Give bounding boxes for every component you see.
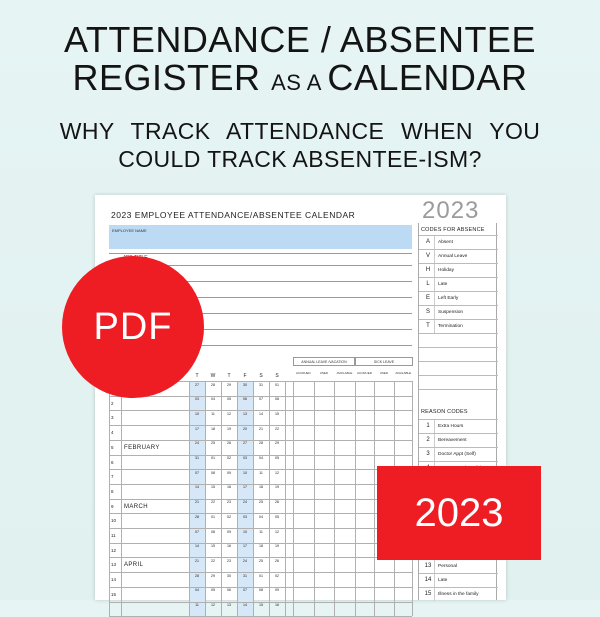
day-cell: 09 bbox=[275, 588, 279, 593]
day-cell: 06 bbox=[227, 588, 231, 593]
absence-code-row bbox=[419, 277, 498, 291]
grid-line bbox=[221, 381, 222, 616]
day-cell: 23 bbox=[227, 500, 231, 505]
day-header: T bbox=[195, 373, 199, 379]
day-cell: 04 bbox=[195, 588, 199, 593]
divider bbox=[434, 420, 435, 433]
reason-code-number: 3 bbox=[426, 451, 430, 457]
day-cell: 10 bbox=[243, 529, 247, 534]
grid-line bbox=[374, 381, 375, 616]
leave-column-header: ACCRUED bbox=[295, 371, 311, 375]
day-cell: 14 bbox=[195, 485, 199, 490]
day-header: W bbox=[210, 373, 216, 379]
employee-name-label: EMPLOYEE NAME bbox=[112, 228, 147, 233]
day-cell: 13 bbox=[243, 411, 247, 416]
day-cell: 28 bbox=[195, 573, 199, 578]
reason-code-text: Late bbox=[438, 578, 448, 583]
day-cell: 07 bbox=[195, 529, 199, 534]
reason-code-text: Personal bbox=[438, 564, 457, 569]
day-cell: 21 bbox=[195, 500, 199, 505]
absence-code-row bbox=[419, 263, 498, 277]
day-cell: 24 bbox=[243, 558, 247, 563]
reason-code-number: 2 bbox=[426, 437, 430, 443]
absence-code-text: Left Early bbox=[438, 296, 459, 301]
day-cell: 14 bbox=[195, 544, 199, 549]
day-cell: 09 bbox=[227, 470, 231, 475]
blank-code-row bbox=[419, 361, 498, 375]
absence-code-letter: H bbox=[425, 267, 431, 273]
day-cell: 29 bbox=[275, 441, 279, 446]
day-cell: 08 bbox=[275, 397, 279, 402]
day-cell: 18 bbox=[259, 485, 263, 490]
week-number: 5 bbox=[111, 444, 114, 450]
month-label: FEBRUARY bbox=[124, 444, 160, 451]
headline-register: REGISTER bbox=[72, 57, 272, 98]
grid-line bbox=[334, 381, 335, 616]
day-cell: 07 bbox=[195, 470, 199, 475]
day-cell: 26 bbox=[275, 500, 279, 505]
day-header: F bbox=[243, 373, 247, 379]
divider bbox=[434, 560, 435, 573]
day-cell: 06 bbox=[243, 397, 247, 402]
day-cell: 31 bbox=[243, 573, 247, 578]
day-cell: 11 bbox=[195, 603, 199, 607]
day-cell: 02 bbox=[227, 456, 231, 460]
week-number: 4 bbox=[111, 430, 114, 436]
sick-leave-header: SICK LEAVE bbox=[355, 357, 413, 366]
day-cell: 27 bbox=[195, 382, 199, 387]
day-cell: 04 bbox=[211, 397, 215, 402]
day-cell: 11 bbox=[259, 470, 263, 475]
day-cell: 11 bbox=[259, 529, 263, 534]
absence-code-row bbox=[419, 305, 498, 319]
day-cell: 17 bbox=[195, 426, 199, 431]
week-number: 7 bbox=[111, 474, 114, 480]
absence-code-letter: A bbox=[425, 239, 430, 245]
day-cell: 30 bbox=[243, 382, 247, 387]
day-cell: 04 bbox=[259, 514, 263, 519]
day-cell: 13 bbox=[227, 603, 231, 607]
divider bbox=[434, 320, 435, 333]
grid-line bbox=[253, 381, 254, 616]
day-cell: 21 bbox=[195, 558, 199, 563]
leave-column-headers bbox=[293, 371, 413, 379]
absence-code-text: Late bbox=[438, 282, 448, 287]
year-badge: 2023 bbox=[377, 466, 541, 560]
absence-code-text: Suspension bbox=[438, 310, 464, 315]
annual-leave-header: ANNUAL LEAVE /VACATION bbox=[293, 357, 355, 366]
day-cell: 03 bbox=[195, 397, 199, 402]
day-cell: 23 bbox=[227, 558, 231, 563]
grid-line bbox=[269, 381, 270, 616]
day-cell: 27 bbox=[243, 441, 247, 446]
divider bbox=[434, 278, 435, 291]
day-cell: 31 bbox=[259, 382, 263, 387]
day-cell: 09 bbox=[227, 529, 231, 534]
month-label: APRIL bbox=[124, 562, 144, 569]
reason-code-row bbox=[419, 433, 498, 447]
day-cell: 28 bbox=[211, 382, 215, 387]
day-cell: 16 bbox=[227, 544, 231, 549]
day-cell: 22 bbox=[275, 426, 279, 431]
day-cell: 29 bbox=[227, 382, 231, 387]
day-cell: 21 bbox=[259, 426, 263, 431]
leave-column-header: USED bbox=[319, 371, 329, 375]
absence-code-text: Termination bbox=[438, 324, 463, 329]
divider bbox=[434, 250, 435, 263]
day-cell: 08 bbox=[211, 470, 215, 475]
divider bbox=[434, 264, 435, 277]
week-number: 13 bbox=[111, 562, 117, 568]
day-cell: 19 bbox=[275, 544, 279, 549]
week-number: 9 bbox=[111, 503, 114, 509]
grid-line bbox=[109, 381, 110, 616]
day-cell: 14 bbox=[243, 603, 247, 607]
week-number: 10 bbox=[111, 518, 117, 524]
leave-column-header: AVAILABLE bbox=[395, 371, 412, 375]
absence-code-row bbox=[419, 319, 498, 333]
divider bbox=[434, 574, 435, 587]
day-header: S bbox=[275, 373, 279, 379]
reason-code-row bbox=[419, 419, 498, 433]
day-header: S bbox=[259, 373, 263, 379]
grid-line bbox=[237, 381, 238, 616]
divider bbox=[434, 434, 435, 447]
grid-line bbox=[205, 381, 206, 616]
absence-code-text: Absent bbox=[438, 240, 453, 245]
headline-line-1: ATTENDANCE / ABSENTEE bbox=[64, 19, 536, 60]
day-cell: 28 bbox=[259, 441, 263, 446]
day-cell: 02 bbox=[227, 514, 231, 519]
day-header: T bbox=[227, 373, 231, 379]
day-cell: 01 bbox=[211, 456, 215, 460]
month-label: MARCH bbox=[124, 503, 148, 510]
day-cell: 26 bbox=[275, 558, 279, 563]
divider bbox=[434, 588, 435, 601]
day-cell: 03 bbox=[243, 456, 247, 460]
day-cell: 26 bbox=[227, 441, 231, 446]
reason-code-number: 15 bbox=[424, 591, 432, 597]
grid-line bbox=[314, 381, 315, 616]
sheet-year: 2023 bbox=[422, 197, 480, 224]
reason-code-text: Extra Hours bbox=[438, 424, 464, 429]
day-cell: 22 bbox=[211, 500, 215, 505]
absence-code-row bbox=[419, 291, 498, 305]
week-number: 14 bbox=[111, 577, 117, 583]
day-cell: 17 bbox=[243, 544, 247, 549]
day-cell: 04 bbox=[259, 456, 263, 460]
day-cell: 08 bbox=[211, 529, 215, 534]
grid-line bbox=[121, 381, 122, 616]
reason-code-row bbox=[419, 559, 498, 573]
day-cell: 12 bbox=[275, 470, 279, 475]
divider bbox=[434, 306, 435, 319]
day-cell: 18 bbox=[211, 426, 215, 431]
day-cell: 08 bbox=[259, 588, 263, 593]
day-cell: 24 bbox=[195, 441, 199, 446]
week-number: 2 bbox=[111, 400, 114, 406]
day-cell: 12 bbox=[275, 529, 279, 534]
day-cell: 15 bbox=[259, 603, 263, 607]
grid-line bbox=[285, 381, 286, 616]
pdf-badge: PDF bbox=[62, 256, 204, 398]
day-cell: 16 bbox=[227, 485, 231, 490]
absence-code-text: Holiday bbox=[438, 268, 454, 273]
headline-calendar: CALENDAR bbox=[327, 57, 528, 98]
day-cell: 31 bbox=[195, 456, 199, 460]
day-cell: 05 bbox=[275, 456, 279, 460]
day-cell: 03 bbox=[243, 514, 247, 519]
week-number: 11 bbox=[111, 533, 116, 538]
day-cell: 28 bbox=[195, 514, 199, 519]
absence-code-letter: E bbox=[425, 295, 430, 301]
reason-code-number: 1 bbox=[426, 423, 430, 429]
day-cell: 20 bbox=[243, 426, 247, 431]
day-cell: 18 bbox=[259, 544, 263, 549]
week-number: 8 bbox=[111, 488, 114, 494]
reason-codes-heading: REASON CODES bbox=[421, 409, 468, 415]
day-cell: 05 bbox=[227, 397, 231, 402]
day-cell: 11 bbox=[211, 411, 215, 416]
day-cell: 01 bbox=[259, 573, 263, 578]
blank-code-row bbox=[419, 389, 498, 403]
day-cell: 25 bbox=[259, 500, 263, 505]
reason-code-row bbox=[419, 573, 498, 587]
subheadline-line-2: COULD TRACK ABSENTEE-ISM? bbox=[118, 146, 482, 172]
headline-as-a: AS A bbox=[271, 70, 328, 95]
blank-code-row bbox=[419, 347, 498, 361]
reason-code-row bbox=[419, 447, 498, 461]
day-cell: 16 bbox=[275, 603, 279, 607]
week-number: 12 bbox=[111, 547, 117, 553]
employee-name-field[interactable] bbox=[109, 225, 412, 249]
divider bbox=[434, 448, 435, 461]
day-cell: 30 bbox=[227, 573, 231, 578]
day-cell: 15 bbox=[211, 485, 215, 490]
day-cell: 07 bbox=[243, 588, 247, 593]
grid-line bbox=[355, 381, 356, 616]
absence-code-text: Annual Leave bbox=[438, 254, 468, 259]
grid-line bbox=[293, 381, 294, 616]
day-cell: 10 bbox=[243, 470, 247, 475]
absence-code-row bbox=[419, 235, 498, 249]
day-cell: 12 bbox=[227, 411, 231, 416]
blank-code-row bbox=[419, 333, 498, 347]
day-cell: 02 bbox=[275, 573, 279, 578]
day-cell: 24 bbox=[243, 500, 247, 505]
leave-column-header: AVAILABLE bbox=[336, 371, 353, 375]
leave-column-header: ACCRUED bbox=[357, 371, 372, 375]
absence-code-letter: T bbox=[426, 323, 430, 329]
absence-code-letter: S bbox=[425, 309, 430, 315]
day-cell: 07 bbox=[259, 397, 263, 402]
day-cell: 25 bbox=[211, 441, 215, 446]
subheadline-line-1: WHY TRACK ATTENDANCE WHEN YOU bbox=[59, 118, 541, 144]
day-cell: 22 bbox=[211, 558, 215, 563]
reason-code-text: Doctor Appt (Self) bbox=[438, 452, 476, 457]
absence-code-letter: V bbox=[425, 253, 430, 259]
day-cell: 17 bbox=[243, 485, 247, 490]
day-cell: 19 bbox=[227, 426, 231, 431]
grid-line bbox=[189, 381, 190, 616]
blank-code-row bbox=[419, 375, 498, 389]
day-cell: 05 bbox=[275, 514, 279, 519]
day-cell: 19 bbox=[275, 485, 279, 490]
day-cell: 01 bbox=[275, 382, 279, 387]
headline-line-2 bbox=[0, 57, 600, 98]
divider bbox=[109, 253, 412, 254]
reason-code-number: 14 bbox=[424, 577, 432, 583]
day-cell: 15 bbox=[275, 411, 279, 416]
absence-code-row bbox=[419, 249, 498, 263]
day-cell: 12 bbox=[211, 603, 215, 607]
reason-code-text: Illness in the family bbox=[438, 592, 479, 597]
codes-heading: CODES FOR ABSENCE bbox=[421, 227, 485, 233]
week-number: 6 bbox=[111, 459, 114, 465]
day-cell: 14 bbox=[259, 411, 263, 416]
day-cell: 10 bbox=[195, 411, 199, 416]
divider bbox=[434, 292, 435, 305]
week-number: 15 bbox=[111, 591, 117, 597]
day-cell: 29 bbox=[211, 573, 215, 578]
divider bbox=[434, 236, 435, 249]
absence-code-letter: L bbox=[426, 281, 430, 287]
day-cell: 25 bbox=[259, 558, 263, 563]
day-cell: 15 bbox=[211, 544, 215, 549]
week-number: 3 bbox=[111, 415, 114, 421]
reason-code-number: 13 bbox=[424, 563, 432, 569]
reason-code-row bbox=[419, 587, 498, 601]
day-cell: 01 bbox=[211, 514, 215, 519]
sheet-title: 2023 EMPLOYEE ATTENDANCE/ABSENTEE CALENDAR bbox=[111, 210, 356, 220]
reason-code-text: Bereavement bbox=[438, 438, 467, 443]
day-cell: 05 bbox=[211, 588, 215, 593]
leave-column-header: USED bbox=[379, 371, 389, 375]
